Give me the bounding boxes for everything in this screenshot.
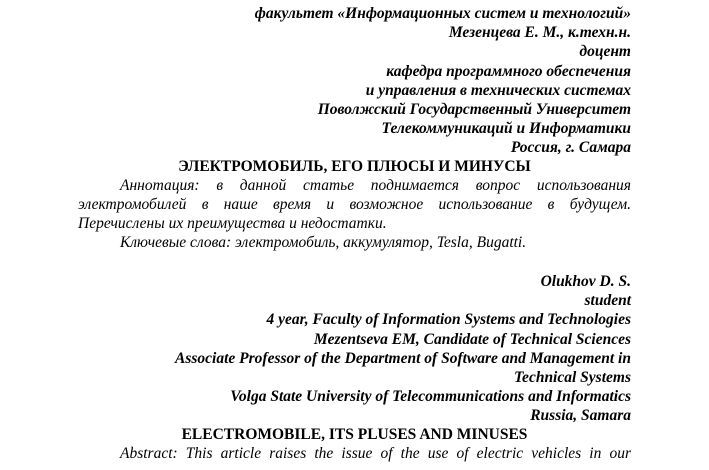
en-position-line-1: Associate Professor of the Department of Software and Management in [175,350,631,367]
ru-position: доцент [579,43,631,60]
ru-department-line-1: кафедра программного обеспечения [386,63,631,80]
ru-abstract-line-3: Перечислены их преимущества и недостатки. [78,215,387,232]
ru-abstract-line-2: электромобилей в наше время и возможное использование в будущем. [78,196,631,213]
ru-abstract-line-1: Аннотация: в данной статье поднимается вопрос использования [120,177,631,194]
en-university: Volga State University of Telecommunications and Informatics [230,388,631,405]
en-title: ELECTROMOBILE, ITS PLUSES AND MINUSES [181,426,528,443]
en-supervisor: Mezentseva EM, Candidate of Technical Sciences [313,331,631,348]
ru-university-line-2: Телекоммуникаций и Информатики [381,120,631,137]
ru-department-line-2: и управления в технических системах [365,82,631,99]
ru-supervisor: Мезенцева Е. М., к.техн.н. [448,24,631,41]
ru-keywords: Ключевые слова: электромобиль, аккумулятор, Tesla, Bugatti. [120,234,527,251]
en-abstract-line-1: Abstract: This article raises the issue of the use of electric vehicles in our [120,445,631,462]
en-position-line-2: Technical Systems [514,369,631,386]
ru-faculty: факультет «Информационных систем и технологий» [254,5,631,22]
ru-location: Россия, г. Самара [510,139,631,156]
en-role: student [584,292,631,309]
en-location: Russia, Samara [530,407,631,424]
ru-title: ЭЛЕКТРОМОБИЛЬ, ЕГО ПЛЮСЫ И МИНУСЫ [178,158,531,175]
en-author: Olukhov D. S. [540,273,631,290]
en-faculty: 4 year, Faculty of Information Systems and Technologies [266,311,631,328]
ru-university-line-1: Поволжский Государственный Университет [317,101,631,118]
